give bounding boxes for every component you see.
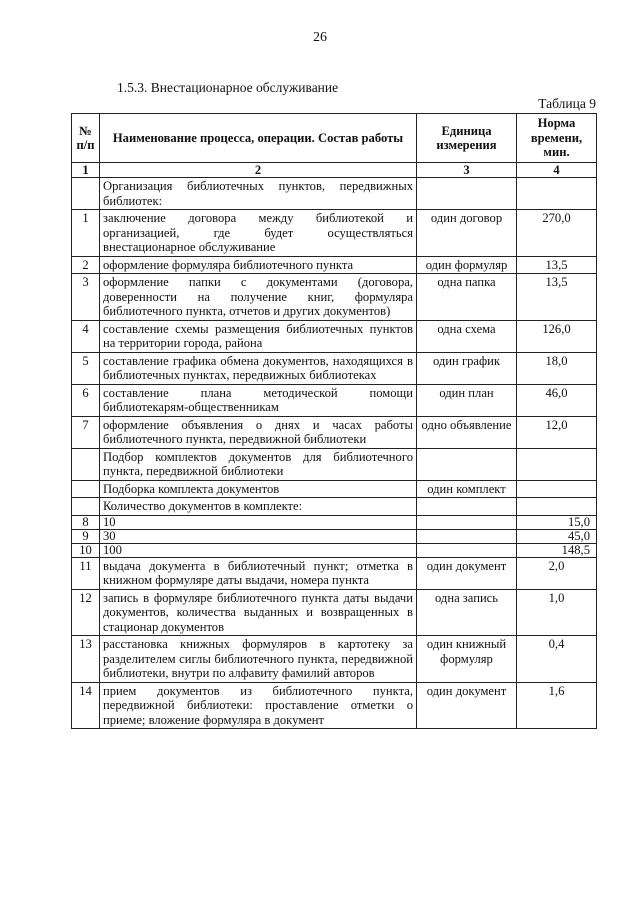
row-number-cell: 8 bbox=[72, 515, 100, 529]
row-unit-cell: одна схема bbox=[417, 320, 517, 352]
row-norm-cell: 1,0 bbox=[517, 589, 597, 636]
row-unit-cell: одна запись bbox=[417, 589, 517, 636]
row-number-cell: 6 bbox=[72, 384, 100, 416]
row-norm-cell: 270,0 bbox=[517, 210, 597, 257]
row-norm-cell: 13,5 bbox=[517, 256, 597, 274]
row-unit-cell: один план bbox=[417, 384, 517, 416]
row-norm-cell: 13,5 bbox=[517, 274, 597, 321]
row-name-cell: оформление объявления о днях и часах работы библиотечного пункта, передвижной библиотеки bbox=[100, 416, 417, 448]
table-row bbox=[72, 448, 597, 480]
row-number-cell: 14 bbox=[72, 682, 100, 729]
row-norm-cell bbox=[517, 178, 597, 210]
col-number-1: 1 bbox=[72, 163, 100, 178]
row-unit-cell: одно объявление bbox=[417, 416, 517, 448]
row-norm-cell: 46,0 bbox=[517, 384, 597, 416]
row-norm-cell: 148,5 bbox=[517, 543, 597, 557]
row-name-cell: Подбор комплектов документов для библиотечного пункта, передвижной библиотеки bbox=[100, 448, 417, 480]
header-num: № п/п bbox=[72, 114, 100, 163]
row-norm-cell: 2,0 bbox=[517, 557, 597, 589]
row-unit-cell: один документ bbox=[417, 557, 517, 589]
row-norm-cell: 18,0 bbox=[517, 352, 597, 384]
col-number-2: 2 bbox=[100, 163, 417, 178]
table-row bbox=[72, 384, 597, 416]
table-row bbox=[72, 543, 597, 557]
row-unit-cell: один формуляр bbox=[417, 256, 517, 274]
row-number-cell: 11 bbox=[72, 557, 100, 589]
row-name-cell: выдача документа в библиотечный пункт; отметка в книжном формуляре даты выдачи, номера пункта bbox=[100, 557, 417, 589]
row-number-cell: 5 bbox=[72, 352, 100, 384]
table-label: Таблица 9 bbox=[538, 96, 596, 111]
row-unit-cell: один график bbox=[417, 352, 517, 384]
row-number-cell: 10 bbox=[72, 543, 100, 557]
row-name-cell: составление схемы размещения библиотечных пунктов на территории города, района bbox=[100, 320, 417, 352]
page-number: 26 bbox=[313, 30, 327, 45]
row-norm-cell: 126,0 bbox=[517, 320, 597, 352]
row-unit-cell: один книжный формуляр bbox=[417, 636, 517, 683]
row-number-cell: 3 bbox=[72, 274, 100, 321]
table-row bbox=[72, 515, 597, 529]
table-body bbox=[72, 178, 597, 729]
table-row bbox=[72, 498, 597, 516]
row-number-cell: 4 bbox=[72, 320, 100, 352]
row-name-cell: заключение договора между библиотекой и организацией, где будет осуществляться внестационарное обслуживание bbox=[100, 210, 417, 257]
row-number-cell: 1 bbox=[72, 210, 100, 257]
row-name-cell: оформление формуляра библиотечного пункта bbox=[100, 256, 417, 274]
row-number-cell: 2 bbox=[72, 256, 100, 274]
table-row bbox=[72, 320, 597, 352]
row-norm-cell: 15,0 bbox=[517, 515, 597, 529]
row-name-cell: 30 bbox=[100, 529, 417, 543]
row-unit-cell bbox=[417, 529, 517, 543]
col-number-4: 4 bbox=[517, 163, 597, 178]
row-unit-cell bbox=[417, 178, 517, 210]
row-name-cell: запись в формуляре библиотечного пункта даты выдачи документов, количества выданных и возвращенных в стационар документов bbox=[100, 589, 417, 636]
section-title: 1.5.3. Внестационарное обслуживание bbox=[117, 80, 339, 95]
row-name-cell: расстановка книжных формуляров в картотеку за разделителем сиглы библиотечного пункта, передвижной библиотеки, внутри по алфавиту фамилий авторов bbox=[100, 636, 417, 683]
row-unit-cell bbox=[417, 448, 517, 480]
row-number-cell bbox=[72, 448, 100, 480]
row-norm-cell bbox=[517, 498, 597, 516]
header-row bbox=[72, 114, 597, 163]
row-unit-cell: один договор bbox=[417, 210, 517, 257]
row-name-cell: Количество документов в комплекте: bbox=[100, 498, 417, 516]
header-unit: Единица измерения bbox=[417, 114, 517, 163]
header-name: Наименование процесса, операции. Состав работы bbox=[100, 114, 417, 163]
row-name-cell: 100 bbox=[100, 543, 417, 557]
table-row bbox=[72, 589, 597, 636]
row-number-cell bbox=[72, 480, 100, 498]
row-number-cell bbox=[72, 178, 100, 210]
table-row bbox=[72, 557, 597, 589]
row-unit-cell: одна папка bbox=[417, 274, 517, 321]
row-unit-cell bbox=[417, 498, 517, 516]
table-row bbox=[72, 352, 597, 384]
row-name-cell: прием документов из библиотечного пункта, передвижной библиотеки: проставление отметки о приеме; вложение формуляра в документ bbox=[100, 682, 417, 729]
table-row bbox=[72, 480, 597, 498]
row-norm-cell: 0,4 bbox=[517, 636, 597, 683]
row-unit-cell bbox=[417, 515, 517, 529]
row-unit-cell: один документ bbox=[417, 682, 517, 729]
table-row bbox=[72, 636, 597, 683]
row-number-cell: 7 bbox=[72, 416, 100, 448]
row-norm-cell: 1,6 bbox=[517, 682, 597, 729]
table-row bbox=[72, 210, 597, 257]
row-name-cell: составление графика обмена документов, находящихся в библиотечных пунктах, передвижных библиотеках bbox=[100, 352, 417, 384]
row-number-cell: 9 bbox=[72, 529, 100, 543]
table-row bbox=[72, 178, 597, 210]
row-unit-cell bbox=[417, 543, 517, 557]
row-number-cell: 12 bbox=[72, 589, 100, 636]
row-name-cell: 10 bbox=[100, 515, 417, 529]
row-name-cell: Организация библиотечных пунктов, передвижных библиотек: bbox=[100, 178, 417, 210]
row-norm-cell: 45,0 bbox=[517, 529, 597, 543]
row-name-cell: составление плана методической помощи библиотекарям-общественникам bbox=[100, 384, 417, 416]
column-number-row bbox=[72, 163, 597, 178]
row-name-cell: Подборка комплекта документов bbox=[100, 480, 417, 498]
table-row bbox=[72, 274, 597, 321]
row-norm-cell bbox=[517, 480, 597, 498]
table-row bbox=[72, 682, 597, 729]
row-number-cell: 13 bbox=[72, 636, 100, 683]
row-norm-cell bbox=[517, 448, 597, 480]
table-row bbox=[72, 416, 597, 448]
norms-table bbox=[71, 113, 597, 729]
row-name-cell: оформление папки с документами (договора, доверенности на получение книг, формуляра библиотечного пункта, отчетов и других документов) bbox=[100, 274, 417, 321]
row-norm-cell: 12,0 bbox=[517, 416, 597, 448]
table-row bbox=[72, 256, 597, 274]
col-number-3: 3 bbox=[417, 163, 517, 178]
row-number-cell bbox=[72, 498, 100, 516]
header-norm: Норма времени, мин. bbox=[517, 114, 597, 163]
table-row bbox=[72, 529, 597, 543]
row-unit-cell: один комплект bbox=[417, 480, 517, 498]
